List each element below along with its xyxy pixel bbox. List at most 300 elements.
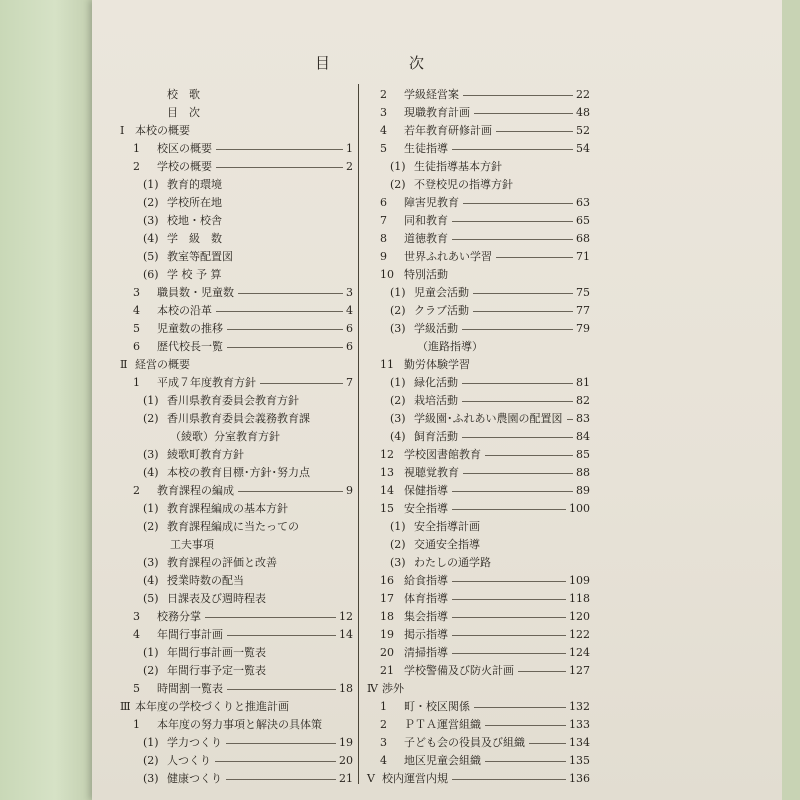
toc-entry-number: 1 [133, 376, 140, 389]
toc-entry-number: (1) [143, 646, 159, 659]
toc-leader-line [452, 149, 573, 150]
toc-entry-number: Ⅴ [367, 772, 375, 785]
toc-entry [362, 338, 590, 356]
toc-leader-line [227, 689, 336, 690]
toc-entry-number: 12 [380, 448, 394, 461]
toc-entry-label: 集会指導 [404, 610, 448, 623]
toc-entry [115, 518, 353, 536]
toc-entry [115, 446, 353, 464]
toc-entry-label: 歴代校長一覧 [157, 340, 223, 353]
toc-entry [115, 734, 353, 752]
toc-left-column [115, 86, 353, 788]
toc-entry-label: ＰＴＡ運営組織 [404, 718, 481, 731]
toc-entry-number: (1) [390, 520, 406, 533]
toc-entry-label: 学級活動 [414, 322, 458, 335]
toc-entry-number: (3) [143, 772, 159, 785]
toc-entry-label: 本校の沿革 [157, 304, 212, 317]
toc-entry-page: 133 [569, 718, 590, 731]
toc-leader-line [452, 653, 566, 654]
toc-entry-label: 年間行事計画 [157, 628, 223, 641]
toc-entry-label: 交通安全指導 [414, 538, 480, 551]
toc-entry [362, 446, 590, 464]
toc-entry-page: 118 [569, 592, 590, 605]
toc-entry-page: 63 [576, 196, 590, 209]
toc-entry-number: (2) [143, 664, 159, 677]
toc-entry [362, 320, 590, 338]
toc-entry-label: 学 級 数 [167, 232, 222, 245]
toc-leader-line [452, 635, 566, 636]
toc-entry [115, 698, 353, 716]
toc-entry-label: 校務分掌 [157, 610, 201, 623]
toc-entry-label: 視聴覚教育 [404, 466, 459, 479]
toc-entry-number: (2) [390, 304, 406, 317]
toc-entry [115, 680, 353, 698]
toc-entry-page: 127 [569, 664, 590, 677]
toc-entry-number: 2 [133, 160, 140, 173]
toc-entry [362, 104, 590, 122]
toc-entry-label: 飼育活動 [414, 430, 458, 443]
toc-leader-line [567, 419, 574, 420]
toc-entry-label: 職員数・児童数 [157, 286, 234, 299]
toc-entry-number: (2) [390, 394, 406, 407]
toc-entry [115, 590, 353, 608]
toc-entry-label: 学校所在地 [167, 196, 222, 209]
toc-entry [115, 716, 353, 734]
toc-entry-label: 清掃指導 [404, 646, 448, 659]
toc-entry [362, 680, 590, 698]
toc-entry-number: 2 [133, 484, 140, 497]
toc-entry-number: 1 [133, 718, 140, 731]
toc-entry-number: 21 [380, 664, 394, 677]
toc-entry-number: 6 [380, 196, 387, 209]
toc-entry-label: 日課表及び週時程表 [167, 592, 266, 605]
toc-entry-label: 生徒指導 [404, 142, 448, 155]
toc-entry-number: (3) [390, 412, 406, 425]
toc-leader-line [496, 257, 573, 258]
toc-entry-label: 時間割一覧表 [157, 682, 223, 695]
toc-entry-label: 町・校区関係 [404, 700, 470, 713]
toc-entry-number: 16 [380, 574, 394, 587]
toc-entry-number: (4) [143, 466, 159, 479]
toc-entry-label: 工夫事項 [170, 538, 214, 551]
toc-entry [362, 716, 590, 734]
toc-entry-label: 香川県教育委員会義務教育課 [167, 412, 310, 425]
toc-entry-number: 4 [380, 754, 387, 767]
toc-leader-line [496, 131, 573, 132]
toc-leader-line [463, 473, 573, 474]
toc-entry-label: 校区の概要 [157, 142, 212, 155]
toc-entry-label: 掲示指導 [404, 628, 448, 641]
toc-entry-number: (2) [143, 520, 159, 533]
toc-entry [362, 482, 590, 500]
toc-entry-page: 124 [569, 646, 590, 659]
toc-entry-page: 22 [576, 88, 590, 101]
toc-entry-label: 人つくり [167, 754, 211, 767]
toc-leader-line [452, 599, 566, 600]
toc-entry [115, 176, 353, 194]
toc-entry-number: (4) [143, 232, 159, 245]
toc-entry-page: 7 [346, 376, 353, 389]
toc-entry [362, 248, 590, 266]
toc-entry-number: 17 [380, 592, 394, 605]
toc-entry-number: 6 [133, 340, 140, 353]
toc-entry-label: 給食指導 [404, 574, 448, 587]
toc-entry-number: 15 [380, 502, 394, 515]
toc-leader-line [260, 383, 343, 384]
toc-entry-number: 7 [380, 214, 387, 227]
toc-entry-number: (3) [390, 322, 406, 335]
toc-entry-label: 綾歌町教育方針 [167, 448, 244, 461]
toc-entry-page: 89 [576, 484, 590, 497]
toc-leader-line [529, 743, 566, 744]
toc-entry-label: 地区児童会組織 [404, 754, 481, 767]
toc-entry-number: (4) [143, 574, 159, 587]
toc-leader-line [462, 437, 573, 438]
toc-leader-line [462, 329, 573, 330]
toc-entry [362, 464, 590, 482]
toc-entry [362, 608, 590, 626]
toc-leader-line [452, 617, 566, 618]
toc-entry [115, 536, 353, 554]
toc-entry [362, 230, 590, 248]
toc-entry-label: 緑化活動 [414, 376, 458, 389]
toc-entry-label: 教育課程編成に当たっての [167, 520, 299, 533]
toc-entry-number: (2) [390, 178, 406, 191]
toc-entry [115, 428, 353, 446]
toc-leader-line [463, 95, 573, 96]
toc-entry [362, 194, 590, 212]
toc-entry-label: 不登校児の指導方針 [414, 178, 513, 191]
toc-entry-page: 109 [569, 574, 590, 587]
toc-entry-label: 若年教育研修計画 [404, 124, 492, 137]
toc-entry [115, 500, 353, 518]
toc-entry [362, 392, 590, 410]
toc-entry-page: 6 [346, 322, 353, 335]
toc-entry [362, 500, 590, 518]
toc-entry-label: 本校の概要 [135, 124, 190, 137]
toc-entry-number: 14 [380, 484, 394, 497]
toc-entry [115, 572, 353, 590]
toc-entry-page: 65 [576, 214, 590, 227]
toc-entry [115, 284, 353, 302]
toc-entry-label: 学級経営案 [404, 88, 459, 101]
toc-entry [115, 248, 353, 266]
toc-entry [115, 212, 353, 230]
toc-entry-label: （綾歌）分室教育方針 [170, 430, 280, 443]
toc-entry-number: (5) [143, 250, 159, 263]
toc-entry-number: (3) [143, 214, 159, 227]
toc-entry-number: 20 [380, 646, 394, 659]
toc-entry [115, 554, 353, 572]
toc-entry-number: (1) [390, 286, 406, 299]
toc-entry-label: 学校警備及び防火計画 [404, 664, 514, 677]
toc-entry-label: 平成７年度教育方針 [157, 376, 256, 389]
toc-leader-line [473, 293, 573, 294]
toc-entry-page: 136 [569, 772, 590, 785]
toc-entry [115, 230, 353, 248]
toc-entry-page: 2 [346, 160, 353, 173]
toc-leader-line [452, 581, 566, 582]
toc-entry-label: 体育指導 [404, 592, 448, 605]
toc-entry-label: 世界ふれあい学習 [404, 250, 492, 263]
toc-entry-number: 3 [133, 286, 140, 299]
toc-entry [362, 410, 590, 428]
toc-leader-line [452, 491, 573, 492]
toc-entry-number: 18 [380, 610, 394, 623]
toc-entry-label: 教育的環境 [167, 178, 222, 191]
toc-entry-page: 12 [339, 610, 353, 623]
toc-leader-line [463, 203, 573, 204]
toc-entry-page: 19 [339, 736, 353, 749]
toc-entry-label: 学 校 予 算 [167, 268, 222, 281]
toc-entry-label: （進路指導） [417, 340, 483, 353]
toc-entry-number: Ⅲ [120, 700, 131, 713]
toc-entry-number: 9 [380, 250, 387, 263]
toc-entry-page: 68 [576, 232, 590, 245]
toc-entry-label: 保健指導 [404, 484, 448, 497]
toc-entry-page: 3 [346, 286, 353, 299]
toc-entry-label: 教室等配置図 [167, 250, 233, 263]
toc-entry [115, 644, 353, 662]
toc-entry [115, 770, 353, 788]
toc-entry [115, 482, 353, 500]
toc-entry [115, 338, 353, 356]
toc-entry-label: 障害児教育 [404, 196, 459, 209]
toc-leader-line [238, 491, 343, 492]
toc-entry-label: 本校の教育目標･方針･努力点 [167, 466, 310, 479]
toc-entry-label: 安全指導計画 [414, 520, 480, 533]
toc-entry-number: 4 [380, 124, 387, 137]
toc-entry-page: 1 [346, 142, 353, 155]
toc-entry [115, 392, 353, 410]
toc-entry-label: 校内運営内規 [382, 772, 448, 785]
toc-entry [115, 662, 353, 680]
toc-right-column [362, 86, 590, 788]
toc-entry-label: 子ども会の役員及び組織 [404, 736, 525, 749]
toc-leader-line [227, 347, 343, 348]
toc-entry [115, 626, 353, 644]
toc-entry-label: 学校図書館教育 [404, 448, 481, 461]
toc-leader-line [474, 707, 566, 708]
toc-entry-page: 132 [569, 700, 590, 713]
toc-leader-line [452, 509, 566, 510]
toc-entry-label: 安全指導 [404, 502, 448, 515]
toc-entry-label: 校 歌 [167, 88, 200, 101]
toc-entry-number: (1) [143, 178, 159, 191]
toc-entry [362, 140, 590, 158]
toc-entry [362, 752, 590, 770]
toc-leader-line [462, 401, 573, 402]
toc-leader-line [452, 239, 573, 240]
toc-leader-line [216, 311, 343, 312]
toc-entry-label: 道徳教育 [404, 232, 448, 245]
toc-entry-label: 同和教育 [404, 214, 448, 227]
toc-entry [115, 140, 353, 158]
toc-entry [115, 194, 353, 212]
toc-entry-page: 77 [576, 304, 590, 317]
toc-entry-number: (2) [143, 196, 159, 209]
toc-leader-line [452, 779, 566, 780]
toc-leader-line [473, 311, 573, 312]
toc-entry [362, 536, 590, 554]
toc-entry-label: 授業時数の配当 [167, 574, 244, 587]
toc-entry [115, 104, 353, 122]
toc-entry-label: 教育課程の評価と改善 [167, 556, 277, 569]
toc-entry-page: 75 [576, 286, 590, 299]
toc-entry-number: (3) [143, 448, 159, 461]
toc-entry-label: クラブ活動 [414, 304, 469, 317]
toc-leader-line [462, 383, 573, 384]
toc-entry-label: わたしの通学路 [414, 556, 491, 569]
toc-entry [362, 302, 590, 320]
toc-entry-page: 52 [576, 124, 590, 137]
toc-entry-number: 1 [380, 700, 387, 713]
toc-entry-number: (3) [390, 556, 406, 569]
toc-leader-line [474, 113, 573, 114]
column-divider [358, 84, 359, 784]
toc-entry-page: 88 [576, 466, 590, 479]
toc-entry-number: 19 [380, 628, 394, 641]
toc-entry [362, 590, 590, 608]
toc-entry [362, 374, 590, 392]
toc-entry [115, 410, 353, 428]
toc-entry [362, 554, 590, 572]
toc-entry-number: 3 [380, 106, 387, 119]
toc-entry-page: 18 [339, 682, 353, 695]
toc-entry-number: 1 [133, 142, 140, 155]
toc-entry [115, 374, 353, 392]
toc-entry-number: 5 [133, 322, 140, 335]
background-left [0, 0, 92, 800]
toc-entry-number: (4) [390, 430, 406, 443]
toc-entry [362, 356, 590, 374]
toc-leader-line [452, 221, 573, 222]
toc-entry-label: 特別活動 [404, 268, 448, 281]
toc-entry [115, 752, 353, 770]
toc-entry-page: 122 [569, 628, 590, 641]
toc-entry-number: (1) [143, 502, 159, 515]
toc-entry-label: 勤労体験学習 [404, 358, 470, 371]
background-right [782, 0, 800, 800]
toc-entry-number: 5 [133, 682, 140, 695]
toc-entry [362, 266, 590, 284]
toc-entry-number: (5) [143, 592, 159, 605]
toc-entry-label: 年間行事計画一覧表 [167, 646, 266, 659]
toc-entry-page: 9 [346, 484, 353, 497]
toc-leader-line [226, 743, 336, 744]
toc-entry [362, 644, 590, 662]
toc-entry [362, 122, 590, 140]
toc-entry-number: 3 [380, 736, 387, 749]
toc-entry-label: 現職教育計画 [404, 106, 470, 119]
toc-entry-label: 経営の概要 [135, 358, 190, 371]
toc-entry-number: (2) [143, 412, 159, 425]
toc-entry-page: 20 [339, 754, 353, 767]
toc-entry [362, 428, 590, 446]
toc-entry-label: 年間行事予定一覧表 [167, 664, 266, 677]
toc-entry-number: 13 [380, 466, 394, 479]
toc-entry-label: 学級園･ふれあい農園の配置図 [414, 412, 563, 425]
toc-entry-page: 85 [576, 448, 590, 461]
toc-leader-line [227, 329, 343, 330]
toc-leader-line [485, 725, 566, 726]
toc-entry-label: 教育課程編成の基本方針 [167, 502, 288, 515]
toc-entry-label: 栽培活動 [414, 394, 458, 407]
toc-entry-page: 71 [576, 250, 590, 263]
toc-entry-number: Ⅱ [120, 358, 128, 371]
toc-entry-label: 渉外 [382, 682, 404, 695]
toc-entry-number: 10 [380, 268, 394, 281]
toc-entry-page: 82 [576, 394, 590, 407]
toc-entry [115, 266, 353, 284]
toc-entry [115, 302, 353, 320]
toc-leader-line [485, 455, 573, 456]
toc-entry [362, 158, 590, 176]
toc-entry-number: (1) [143, 394, 159, 407]
toc-entry-page: 4 [346, 304, 353, 317]
toc-entry-label: 学校の概要 [157, 160, 212, 173]
toc-entry-number: (2) [390, 538, 406, 551]
toc-leader-line [238, 293, 343, 294]
toc-entry-number: 4 [133, 304, 140, 317]
toc-entry-number: (3) [143, 556, 159, 569]
toc-entry [362, 770, 590, 788]
toc-entry [115, 158, 353, 176]
toc-entry [362, 212, 590, 230]
toc-entry-number: 5 [380, 142, 387, 155]
toc-entry-page: 54 [576, 142, 590, 155]
toc-entry [362, 284, 590, 302]
toc-entry-label: 本年度の学校づくりと推進計画 [135, 700, 289, 713]
toc-entry-number: Ⅰ [120, 124, 125, 137]
toc-entry-number: Ⅳ [367, 682, 378, 695]
toc-entry-page: 6 [346, 340, 353, 353]
toc-leader-line [485, 761, 566, 762]
toc-leader-line [227, 635, 336, 636]
toc-entry-number: 4 [133, 628, 140, 641]
toc-entry [362, 518, 590, 536]
toc-entry-label: 本年度の努力事項と解決の具体策 [157, 718, 322, 731]
toc-entry-label: 健康つくり [167, 772, 222, 785]
toc-entry-page: 14 [339, 628, 353, 641]
toc-entry [115, 608, 353, 626]
toc-entry-page: 81 [576, 376, 590, 389]
toc-leader-line [216, 149, 343, 150]
toc-entry-number: (1) [143, 736, 159, 749]
toc-entry-label: 児童会活動 [414, 286, 469, 299]
toc-entry-number: (1) [390, 376, 406, 389]
toc-leader-line [216, 167, 343, 168]
toc-entry-number: 2 [380, 88, 387, 101]
toc-entry-label: 香川県教育委員会教育方針 [167, 394, 299, 407]
toc-entry-label: 校地・校舎 [167, 214, 222, 227]
toc-leader-line [226, 779, 336, 780]
toc-leader-line [205, 617, 336, 618]
toc-entry [115, 320, 353, 338]
toc-entry-page: 83 [576, 412, 590, 425]
toc-entry-number: 2 [380, 718, 387, 731]
toc-entry-label: 目 次 [167, 106, 200, 119]
toc-entry [362, 86, 590, 104]
toc-entry [362, 662, 590, 680]
toc-entry-page: 135 [569, 754, 590, 767]
toc-entry [115, 86, 353, 104]
toc-entry-label: 児童数の推移 [157, 322, 223, 335]
toc-entry-page: 48 [576, 106, 590, 119]
toc-leader-line [215, 761, 336, 762]
toc-entry-number: (2) [143, 754, 159, 767]
toc-entry-page: 21 [339, 772, 353, 785]
